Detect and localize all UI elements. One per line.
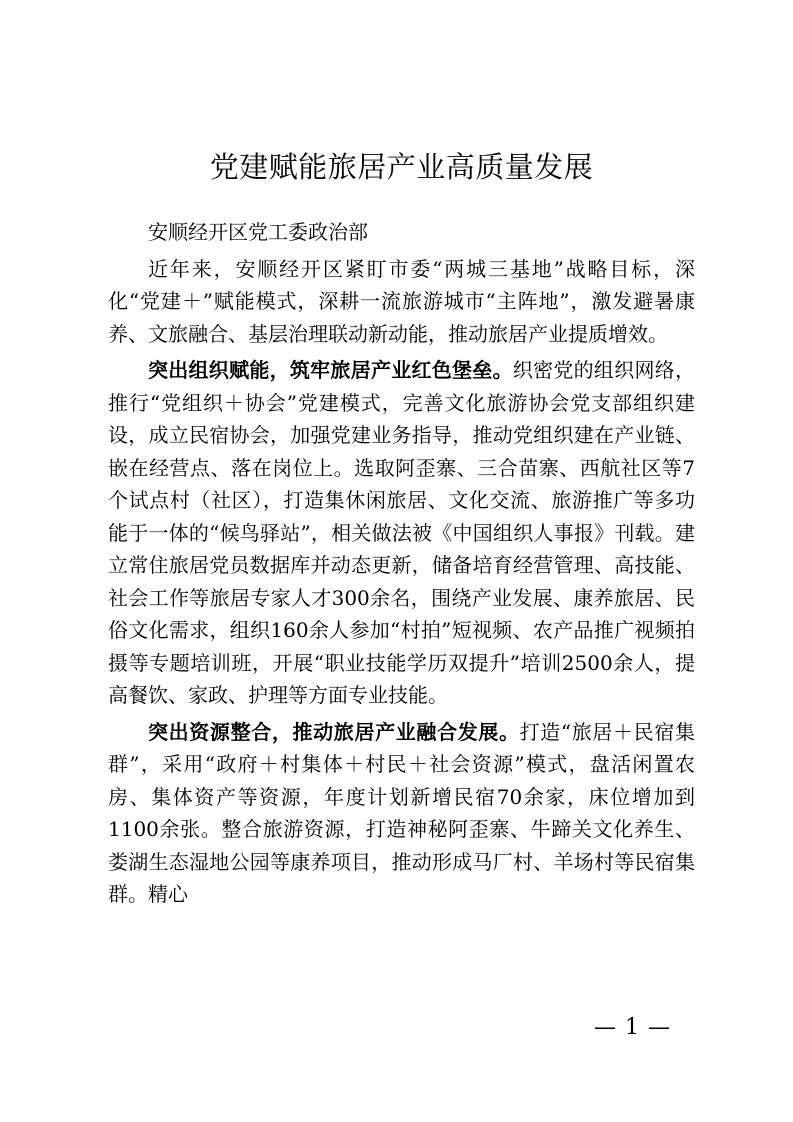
paragraph-resources-heading: 突出资源整合，推动旅居产业融合发展。: [148, 719, 520, 744]
paragraph-organization-heading: 突出组织赋能，筑牢旅居产业红色堡垒。: [148, 358, 513, 382]
paragraph-intro: [108, 253, 695, 351]
document-body: [108, 216, 695, 911]
paragraph-intro-text: 近年来，安顺经开区紧盯市委“两城三基地”战略目标，深化“党建＋”赋能模式，深耕一流旅游城市“主阵地”，激发避暑康养、文旅融合、基层治理联动新动能，推动旅居产业提质增效。: [108, 256, 695, 346]
document-page: [108, 0, 695, 1122]
page-number: — 1 —: [594, 1015, 671, 1040]
paragraph-resources-text: 打造“旅居＋民宿集群”，采用“政府＋村集体＋村民＋社会资源”模式，盘活闲置农房、集体资产等资源，年度计划新增民宿70余家，床位增加到1100余张。整合旅游资源，打造神秘阿歪寨、牛蹄关文化养生、娄湖生态湿地公园等康养项目，推动形成马厂村、羊场村等民宿集群。精心: [108, 719, 695, 906]
author-line: 安顺经开区党工委政治部: [148, 220, 368, 244]
paragraph-organization-text: 织密党的组织网络，推行“党组织＋协会”党建模式，完善文化旅游协会党支部组织建设，成立民宿协会，加强党建业务指导，推动党组织建在产业链、嵌在经营点、落在岗位上。选取阿歪寨、三合苗寨、西航社区等7个试点村（社区），打造集休闲旅居、文化交流、旅游推广等多功能于一体的“候鸟驿站”，相关做法被《中国组织人事报》刊载。建立常住旅居党员数据库并动态更新，储备培育经营管理、高技能、社会工作等旅居专家人才300余名，围绕产业发展、康养旅居、民俗文化需求，组织160余人参加“村拍”短视频、农产品推广视频拍摄等专题培训班，开展“职业技能学历双提升”培训2500余人，提高餐饮、家政、护理等方面专业技能。: [108, 358, 696, 707]
paragraph-organization: [108, 354, 695, 712]
document-title: 党建赋能旅居产业高质量发展: [209, 150, 594, 184]
paragraph-resources: [108, 716, 695, 911]
